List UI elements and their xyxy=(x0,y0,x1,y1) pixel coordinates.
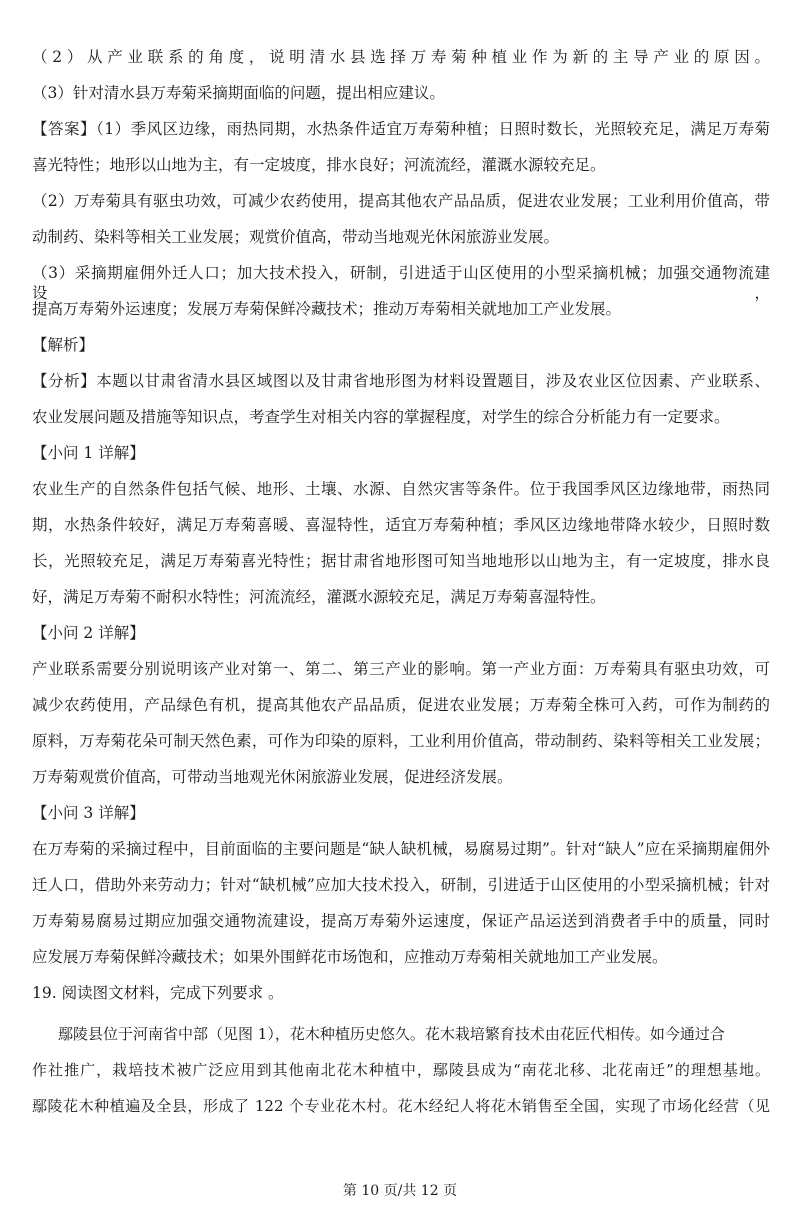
question-2-line: （2）从产业联系的角度，说明清水县选择万寿菊种植业作为新的主导产业的原因。 xyxy=(32,48,770,66)
page-footer: 第 10 页/共 12 页 xyxy=(342,1183,458,1199)
sub-question-3-line-3: 万寿菊易腐易过期应加强交通物流建设，提高万寿菊外运速度，保证产品运送到消费者手中的质量，同时 xyxy=(32,912,770,930)
sub-question-3-line-4: 应发展万寿菊保鲜冷藏技术；如果外围鲜花市场饱和，应推动万寿菊相关就地加工产业发展。 xyxy=(32,948,668,966)
analysis-heading: 【解析】 xyxy=(32,336,95,354)
sub-question-1-heading: 【小问 1 详解】 xyxy=(32,444,145,462)
analysis-line-2: 农业发展问题及措施等知识点，考查学生对相关内容的掌握程度，对学生的综合分析能力有一定要求。 xyxy=(32,408,730,426)
sub-question-3-heading: 【小问 3 详解】 xyxy=(32,804,145,822)
sub-question-2-line-4: 万寿菊观赏价值高，可带动当地观光休闲旅游业发展，促进经济发展。 xyxy=(32,768,513,786)
sub-question-3-line-1: 在万寿菊的采摘过程中，目前面临的主要问题是“缺人缺机械，易腐易过期”。针对“缺人”应在采摘期雇佣外 xyxy=(32,840,770,858)
answer-line-3: （2）万寿菊具有驱虫功效，可减少农药使用，提高其他农产品品质，促进农业发展；工业利用价值高，带 xyxy=(32,192,770,210)
sub-question-2-line-3: 原料，万寿菊花朵可制天然色素，可作为印染的原料，工业利用价值高，带动制药、染料等相关工业发展； xyxy=(32,732,770,750)
answer-line-6: 提高万寿菊外运速度；发展万寿菊保鲜冷藏技术；推动万寿菊相关就地加工产业发展。 xyxy=(32,300,622,318)
sub-question-1-line-1: 农业生产的自然条件包括气候、地形、土壤、水源、自然灾害等条件。位于我国季风区边缘地带，雨热同 xyxy=(32,480,770,498)
sub-question-2-line-2: 减少农药使用，产品绿色有机，提高其他农产品品质，促进农业发展；万寿菊全株可入药，可作为制药的 xyxy=(32,696,770,714)
sub-question-2-line-1: 产业联系需要分别说明该产业对第一、第二、第三产业的影响。第一产业方面：万寿菊具有驱虫功效，可 xyxy=(32,660,770,678)
sub-question-2-heading: 【小问 2 详解】 xyxy=(32,624,145,642)
sub-question-1-line-4: 好，满足万寿菊不耐积水特性；河流流经，灌溉水源较充足，满足万寿菊喜湿特性。 xyxy=(32,588,606,606)
material-line-2: 作社推广，栽培技术被广泛应用到其他南北花木种植中，鄢陵县成为“南花北移、北花南迁”的理想基地。 xyxy=(32,1061,770,1079)
material-line-1: 鄢陵县位于河南省中部（见图 1），花木种植历史悠久。花木栽培繁育技术由花匠代相传。如今通过合 xyxy=(58,1025,725,1043)
question-3-line: （3）针对清水县万寿菊采摘期面临的问题，提出相应建议。 xyxy=(32,84,445,102)
sub-question-1-line-3: 长，光照较充足，满足万寿菊喜光特性；据甘肃省地形图可知当地地形以山地为主，有一定坡度，排水良 xyxy=(32,552,770,570)
question-19-heading: 19. 阅读图文材料，完成下列要求 。 xyxy=(32,984,284,1002)
answer-line-4: 动制药、染料等相关工业发展；观赏价值高，带动当地观光休闲旅游业发展。 xyxy=(32,228,560,246)
sub-question-3-line-2: 迁人口，借助外来劳动力；针对“缺机械”应加大技术投入，研制，引进适于山区使用的小型采摘机械；针对 xyxy=(32,876,770,894)
analysis-line-1: 【分析】本题以甘肃省清水县区域图以及甘肃省地形图为材料设置题目，涉及农业区位因素、产业联系、 xyxy=(32,372,770,390)
material-line-3: 鄢陵花木种植遍及全县，形成了 122 个专业花木村。花木经纪人将花木销售至全国，实现了市场化经营（见 xyxy=(32,1097,770,1115)
answer-line-2: 喜光特性；地形以山地为主，有一定坡度，排水良好；河流流经，灌溉水源较充足。 xyxy=(32,156,606,174)
answer-line-5: （3）采摘期雇佣外迁人口；加大技术投入，研制，引进适于山区使用的小型采摘机械；加强交通物流建设， xyxy=(32,264,770,302)
answer-line-1: 【答案】（1）季风区边缘，雨热同期，水热条件适宜万寿菊种植；日照时数长，光照较充足，满足万寿菊 xyxy=(32,120,770,138)
sub-question-1-line-2: 期，水热条件较好，满足万寿菊喜暖、喜湿特性，适宜万寿菊种植；季风区边缘地带降水较少，日照时数 xyxy=(32,516,770,534)
